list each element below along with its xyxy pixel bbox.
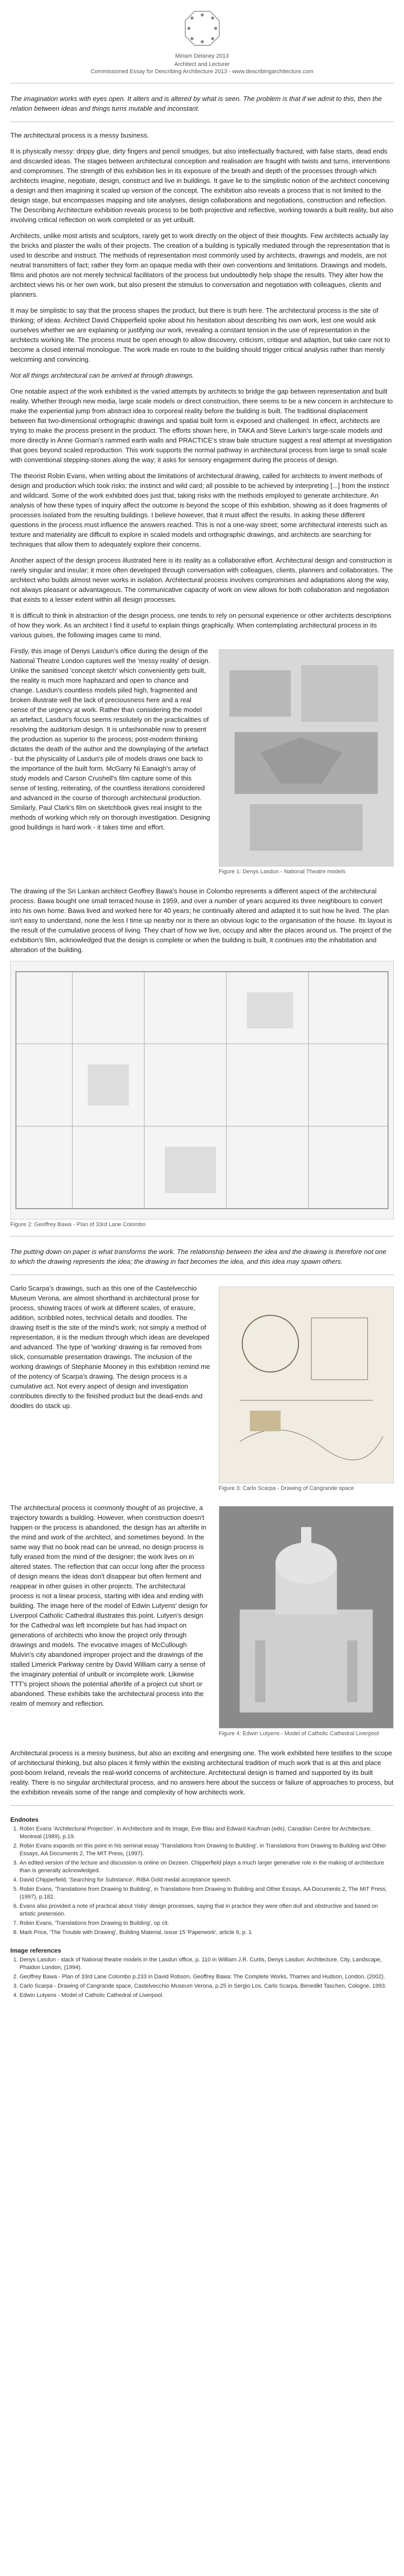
endnote: 5. Robin Evans, 'Translations from Drawing to Building', in Translations from Drawing to Building and Other Essays, AA Documents 2, The MIT Press, (1997), p.182.: [20, 1886, 394, 1901]
author-role: Architect and Lecturer: [174, 61, 230, 67]
paragraph-emphasis: Not all things architectural can be arrived at through drawings.: [10, 371, 194, 379]
image-ref: 1. Denys Lasdun - stack of National theatre models in the Lasdun office, p. 110 in William J.R. Curtis, Denys Lasdun: Architecture, City, Landscape, Phaidon London, (1994).: [20, 1956, 394, 1972]
author: Miriam Delaney 2013: [175, 53, 229, 59]
paragraph: It may be simplistic to say that the process shapes the product, but there is truth here. The architectural process is the site of thinking; of ideas. Architect David Chipperfield spoke about his hesitation about describing his own work, lest one would ask ourselves whether we are explaining or justifying our work, revealing a constant tension in the use of representation in the architects working life. The process must be open enough to allow discovery, criticism, critique and adaption, but take care not to become a closed internal monologue. The work made en route to the building should trigger critical analysis rather than merely welcoming and convincing.: [10, 307, 391, 363]
paragraph: One notable aspect of the work exhibited is the varied attempts by architects to bridge the gap between representation and built reality. Whether through new media, large scale models or direct construction, there seems to be a new concern in architecture to make the experiential jump from abstract idea to corporeal reality before the building is built. The traditional displacement between flat two-dimensional orthographic drawings and spatial built form is exposed and challenged. In effect, architects are trying to make the process present in the product. The efforts shown here, in TAKA and Steve Larkin's large-scale models and more directly in Anne Gorman's rammed earth walls and PRACTICE's straw bale structure suggest a real attempt at investigation that goes beyond scaled reproduction. This work supports the normal pathway in architectural process from large to small scale with conventional stepping-stones along the way; it asks for sensory engagement during the process of design.: [10, 387, 393, 464]
section-scarpa: [10, 1283, 394, 1497]
image-refs-list: [20, 1956, 394, 1999]
paragraph: It is difficult to think in abstraction of the design process, one tends to rely on personal experience or other architects descriptions of how they work. As an architect I find it useful to explain things graphically. When contemplating architectural process in its various guises, the following images came to mind.: [10, 612, 392, 639]
section-lutyens: [10, 1503, 394, 1742]
endnotes-title: Endnotes: [10, 1816, 39, 1823]
endnote: 2. Robin Evans expands on this point in his seminal essay 'Translations from Drawing to Building', in Translations from Drawing to Building and Other Essays, AA Documents 2, The MIT Press, (1997).: [20, 1842, 394, 1858]
figure-1-caption: Figure 1: Denys Lasdun - National Theatre models: [219, 869, 346, 875]
image-ref: 2. Geoffrey Bawa - Plan of 33rd Lane Colombo p.233 in David Robson, Geoffrey Bawa: The Complete Works, Thames and Hudson, London, (2002).: [20, 1973, 394, 1981]
paragraph: The drawing of the Sri Lankan architect Geoffrey Bawa's house in Colombo represents a different aspect of the architectural process. Bawa bought one small terraced house in 1959, and over a number of years acquired its three neighbours to convert into his own home. Bawa lived and worked here for 40 years; he continually altered and adapted it to suit how he lived. The plan isn't easy to understand, none the less I time up nearby nor is there an obvious logic to the organisation of the house. Its layout is the result of the cumulative process of living. They chart of how we live, occupy and alter the places around us. The project of the exhibition's film, acknowledged that the design is complete or when the building is built, it continues into the inhabitation and alteration of the building.: [10, 887, 392, 954]
paragraph: It is physically messy: drippy glue, dirty fingers and pencil smudges, but also intellectually fractured, with false starts, dead ends and discarded ideas. The stages between architectural conception and realisation are fraught with twists and turns, interventions and compromises. The strength of this exhibition lies in its exposure of the breath and depth of the processes through which architects imagine, negotiate, design, construct and live in buildings. It gave lie to the simplistic notion of the architect conceiving a design and then imagining it scaled up version of the concept. The exhibition also reveals a process that is not limited to the design stage, but encompasses mapping and site analyses, design collaborations and negotiations, construction and reflection. The Describing Architecture exhibition reveals process to be both projective and reflective, working towards a built reality, but also involving critical reflection on work completed or as yet unbuilt.: [10, 147, 394, 224]
paragraph: Carlo Scarpa's drawings, such as this one of the Castelvecchio Museum Verona, are almost shorthand in architectural prose for process, showing traces of work at different scales, of erasure, addition, scribbled notes, technical details and doodles. The drawing itself is the site of the mind's work; not simply a method of representation, it is the medium through which ideas are developed and advanced. The type of 'working' drawing is far removed from slick, consumable presentation drawings. The inclusion of the working drawings of Stephanie Mooney in this exhibition remind me of the potency of Scarpa's drawing. The design process is a cumulative act. Not every aspect of design and investigation contributes directly to the finished product but the dead-ends and doodles do stack up.: [10, 1284, 210, 1410]
image-ref: 3. Carlo Scarpa - Drawing of Cangrande space, Castelvecchio Museum Verona, p.25 in Sergio Los, Carlo Scarpa, Benedikt Taschen, Cologne, 1993.: [20, 1982, 394, 1990]
paragraph: The theorist Robin Evans, when writing about the limitations of architectural drawing, called for architects to invent methods of design and production which took risks: the instinct and wild card; all possible to be achieved by interpreting [...] from the instinct and wildcard. Some of the work exhibited does just that, taking risks with the methods employed to generate architecture. An analysis of how these types of inquiry affect the outcome is beyond the scope of this exhibition, showing as it does fragments of processes isolated from the resulting buildings. I believe however, that it must affect the results. In asking these different questions in the process must influence the answers reached. This is not a one-way street; some architectural interests such as texture and materiality are difficult to explore in scaled models and orthographic drawings, and architects are searching for techniques that allow them to adequately explore their concerns.: [10, 472, 389, 548]
figure-4-image: [219, 1506, 394, 1728]
paragraph: Architectural process is a messy business, but also an exciting and energising one. The work exhibited here testifies to the scope of architectural thinking, but also places it firmly within the existing architectural tradition of much work that is at this and place post-boom Ireland, reveals the real-world concerns of architecture. Architectural design is framed and supported by its built reality. There is no singular architectural process, and no answers here about the success or failure of approaches to process, but the exhibition reveals some of the range and complexity of how architects work.: [10, 1749, 394, 1796]
figure-4: [219, 1506, 394, 1737]
image-refs-title: Image references: [10, 1947, 61, 1954]
endnote: 8. Mark Price, 'The Trouble with Drawing', Building Material, issue 15 'Paperwork', article 6, p. 1: [20, 1929, 394, 1937]
figure-1-image: [219, 649, 394, 867]
figure-3: [219, 1286, 394, 1492]
figure-2-image: [10, 961, 394, 1219]
figure-4-caption: Figure 4: Edwin Lutyens - Model of Catholic Cathedral Liverpool: [219, 1731, 379, 1737]
figure-2: [10, 961, 394, 1228]
intro-quote: The imagination works with eyes open. It alters and is altered by what is seen. The problem is that if we admit to this, then the relation between ideas and things turns mutable and inconstant.: [10, 95, 382, 112]
endnote: 6. Evans also provided a note of practical about 'risky' design processes, saying that in practice they were often dull and obstructive and based on artistic pretension.: [20, 1903, 394, 1918]
paragraph: The architectural process is commonly thought of as projective, a trajectory towards a building. However, when construction doesn't happen or the process is abandoned, the design has an afterlife in the mind and work of the architect, and sometimes beyond. In the same way that no book read can be unread, no design process is fully erased from the mind of the designer; the work lives on in altered states. The reflection that can occur long after the process of design means the ideas don't disappear but often ferment and reappear in other guises in other projects. The architectural process is not a linear process, starting with idea and ending with building. The image here of the model of Edwin Lutyens' design for Liverpool Catholic Cathedral illustrates this point. Lutyen's design for the Cathedral was left incomplete but has had impact on generations of architects who know the project only through drawings and models. The evocative images of McCullough Mulvin's city abandoned improper project and the drawings of the stalled Limerick Parkway centre by David William carry a sense of the imaginary potential of unbuilt or incomplete work. Likewise TTT's project shows the potential afterlife of a project cut short or abandoned. These exhibits take the architectural process into the realm of memory and reflection.: [10, 1504, 208, 1707]
figure-3-caption: Figure 3: Carlo Scarpa - Drawing of Cangrande space: [219, 1485, 354, 1492]
endnote: 4. David Chipperfield, 'Searching for Substance', RIBA Gold medal acceptance speech.: [20, 1876, 394, 1884]
endnotes-list: [20, 1825, 394, 1937]
paragraph: Firstly, this image of Denys Lasdun's office during the design of the National Theatre London captures well the 'messy reality' of design. Unlike the sanitised 'concept sketch' which conveniently gets built, the reality is much more haphazard and open to chance and change. Lasdun's countless models piled high, fragmented and broken illustrate well the lack of preciousness here and a real sense of the urgency at work. Rather than considering the model an artefact, Lasdun's focus seems resolutely on the practicalities of resolving the auditorium design. It is unfashionable now to present the production as superior to the process; post-modern thinking dictates the death of the author and the downplaying of the artefact - but the physicality of Lasdun's pile of models draws one back to the importance of the built form. McGarry Ni Eanaigh's array of study models and Carson Crushell's film capture some of this sense of testing, reiterating, of the countless iterations considered and advanced in the course of thorough architectural production. Similarly, Paul Clark's film on sketchbook gives real insight to the methods of working which rely on thorough investigation. Designing good buildings is hard work - it takes time and effort.: [10, 647, 210, 831]
header: [10, 0, 394, 75]
paragraph: The architectural process is a messy business.: [10, 131, 149, 139]
paragraph: Architects, unlike most artists and sculptors, rarely get to work directly on the object of their thoughts. Few architects actually lay the bricks and plaster the walls of their projects. The creation of a building is typically mediated through the representation that is used to describe and instruct. The methods of representation most commonly used by architects, drawings and models, are not neutral transmitters of fact; rather they form an opaque media with their own conventions and limitations. Drawings and models, films and photos are not merely technical facilitators of the process but undoubtedly help shape the results. They alter how the architect views his or her own work, but also present the stimulus to conversation and negotiation with colleagues, clients and planners.: [10, 232, 390, 298]
commission-note: Commissioned Essay for Describing Architecture 2013 - www.describingarchitecture.com: [91, 69, 313, 75]
figure-1: [219, 649, 394, 875]
endnote: 7. Robin Evans, 'Translations from Drawing to Building', op cit.: [20, 1920, 394, 1927]
figure-3-image: [219, 1286, 394, 1483]
figure-2-caption: Figure 2: Geoffrey Bawa - Plan of 33rd Lane Colombo: [10, 1222, 146, 1228]
mid-quote: The putting down on paper is what transforms the work. The relationship between the idea and the drawing is therefore not one to which the drawing represents the idea; the drawing in fact becomes the idea, and this idea may spawn others.: [10, 1248, 387, 1265]
logo-icon: [184, 10, 220, 46]
endnote: 3. An edited version of the lecture and discussion is online on Dezeen. Chipperfield plays a much larger generative role in the making of architecture than is generally acknowledged.: [20, 1859, 394, 1875]
endnote: 1. Robin Evans 'Architectural Projection', in Architecture and its Image, Eve Blau and Edward Kaufman (eds), Canadian Centre for Architecture, Montreal (1989), p.19.: [20, 1825, 394, 1841]
paragraph: Another aspect of the design process illustrated here is its reality as a collaborative effort. Architectural design and construction is rarely singular and insular; it more often developed through conversation with colleagues, clients, planners and collaborators. The architect who builds almost never works in isolation. Architectural process involves compromises and adaptations along the way, not always pleasant or advantageous. The communicative capacity of work on view allows for both collaboration and negotiation that exists to a lesser extent within all design processes.: [10, 556, 393, 603]
divider: [10, 1805, 394, 1806]
image-ref: 4. Edwin Lutyens - Model of Catholic Cathedral of Liverpool.: [20, 1992, 394, 1999]
section-lasdun: [10, 646, 394, 880]
